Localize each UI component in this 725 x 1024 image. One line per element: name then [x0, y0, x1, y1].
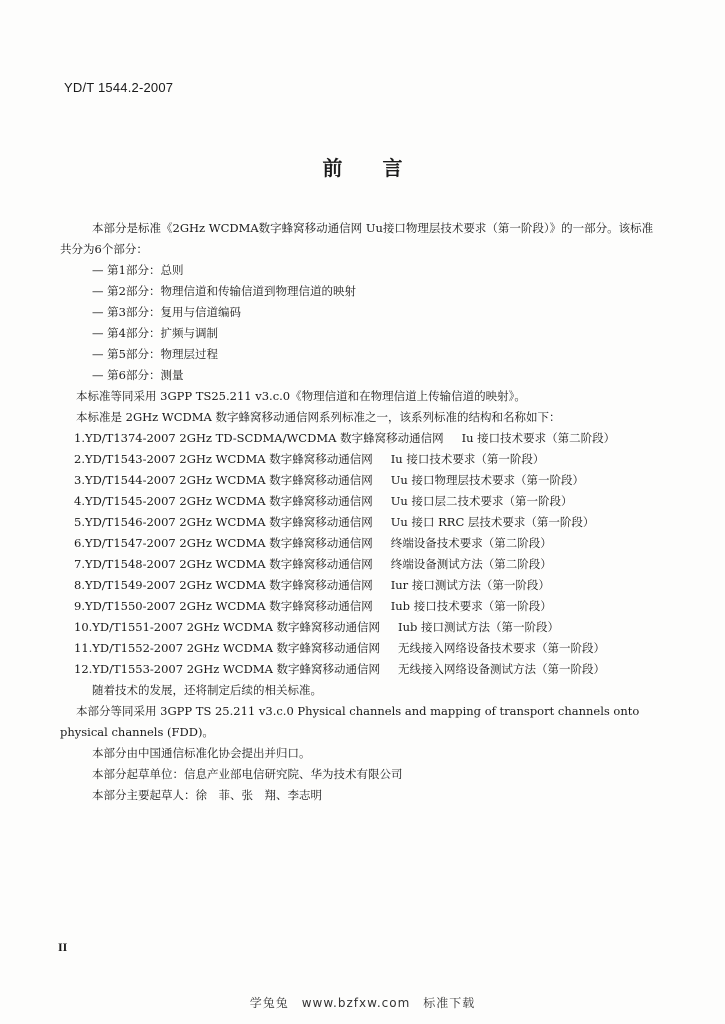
- drafters-statement: 本部分主要起草人：徐 菲、张 翔、李志明: [92, 788, 322, 802]
- parts-list: [60, 260, 660, 386]
- standard-item: [60, 554, 660, 575]
- standard-title: Uu 接口层二技术要求（第一阶段）: [390, 494, 573, 508]
- site-watermark: 学兔兔 www.bzfxw.com 标准下载: [249, 996, 476, 1010]
- standard-title: Iu 接口技术要求（第一阶段）: [390, 452, 545, 466]
- standard-code: 4.YD/T1545-2007 2GHz WCDMA 数字蜂窝移动通信网: [74, 494, 373, 508]
- standard-title: Uu 接口物理层技术要求（第一阶段）: [390, 473, 584, 487]
- standard-title: 终端设备测试方法（第二阶段）: [390, 557, 552, 571]
- drafting-unit-statement: 本部分起草单位：信息产业部电信研究院、华为技术有限公司: [92, 767, 403, 781]
- standard-code: 11.YD/T1552-2007 2GHz WCDMA 数字蜂窝移动通信网: [74, 641, 381, 655]
- standard-item: [60, 512, 660, 533]
- standard-code: 9.YD/T1550-2007 2GHz WCDMA 数字蜂窝移动通信网: [74, 599, 373, 613]
- equivalence-statement: 本标准等同采用 3GPP TS25.211 v3.c.0《物理信道和在物理信道上传输信道的映射》。: [76, 389, 526, 403]
- standard-code-header: YD/T 1544.2-2007: [64, 80, 174, 95]
- standard-code: 5.YD/T1546-2007 2GHz WCDMA 数字蜂窝移动通信网: [74, 515, 373, 529]
- follow-up-statement: 随着技术的发展，还将制定后续的相关标准。: [92, 683, 322, 697]
- standard-code: 2.YD/T1543-2007 2GHz WCDMA 数字蜂窝移动通信网: [74, 452, 373, 466]
- standard-code: 6.YD/T1547-2007 2GHz WCDMA 数字蜂窝移动通信网: [74, 536, 373, 550]
- intro-paragraph: 本部分是标准《2GHz WCDMA数字蜂窝移动通信网 Uu接口物理层技术要求（第一阶段）》的一部分。该标准共分为6个部分：: [60, 221, 654, 256]
- standard-title: Iu 接口技术要求（第二阶段）: [461, 431, 616, 445]
- part-item: — 第3部分：复用与信道编码: [92, 305, 241, 319]
- part-item: — 第4部分：扩频与调制: [92, 326, 218, 340]
- standard-item: [60, 596, 660, 617]
- foreword-body: [60, 218, 660, 806]
- standard-code: 10.YD/T1551-2007 2GHz WCDMA 数字蜂窝移动通信网: [74, 620, 381, 634]
- standard-title: 无线接入网络设备技术要求（第一阶段）: [398, 641, 606, 655]
- standard-item: [60, 428, 660, 449]
- standard-item: [60, 638, 660, 659]
- standard-item: [60, 617, 660, 638]
- part-item: — 第2部分：物理信道和传输信道到物理信道的映射: [92, 284, 356, 298]
- standard-item: [60, 575, 660, 596]
- standard-title: Iub 接口技术要求（第一阶段）: [390, 599, 552, 613]
- part-item: — 第1部分：总则: [92, 263, 184, 277]
- standard-item: [60, 533, 660, 554]
- english-equivalence-statement: 本部分等同采用 3GPP TS 25.211 v3.c.0 Physical channels and mapping of transport channels onto physical channels (FDD)。: [60, 704, 640, 739]
- standard-title: 终端设备技术要求（第二阶段）: [390, 536, 552, 550]
- standard-code: 7.YD/T1548-2007 2GHz WCDMA 数字蜂窝移动通信网: [74, 557, 373, 571]
- part-item: — 第6部分：测量: [92, 368, 184, 382]
- standard-item: [60, 659, 660, 680]
- standard-code: 12.YD/T1553-2007 2GHz WCDMA 数字蜂窝移动通信网: [74, 662, 381, 676]
- standard-code: 8.YD/T1549-2007 2GHz WCDMA 数字蜂窝移动通信网: [74, 578, 373, 592]
- standard-item: [60, 491, 660, 512]
- standards-list: [60, 428, 660, 680]
- standard-item: [60, 470, 660, 491]
- standard-item: [60, 449, 660, 470]
- standard-code: 3.YD/T1544-2007 2GHz WCDMA 数字蜂窝移动通信网: [74, 473, 373, 487]
- standard-title: 无线接入网络设备测试方法（第一阶段）: [398, 662, 606, 676]
- proposer-statement: 本部分由中国通信标准化协会提出并归口。: [92, 746, 311, 760]
- page-title: 前言: [322, 156, 443, 180]
- standard-title: Uu 接口 RRC 层技术要求（第一阶段）: [390, 515, 595, 529]
- standard-title: Iur 接口测试方法（第一阶段）: [390, 578, 550, 592]
- part-item: — 第5部分：物理层过程: [92, 347, 218, 361]
- standard-title: Iub 接口测试方法（第一阶段）: [398, 620, 560, 634]
- series-intro: 本标准是 2GHz WCDMA 数字蜂窝移动通信网系列标准之一，该系列标准的结构和名称如下：: [76, 410, 561, 424]
- page-number: II: [58, 940, 68, 954]
- standard-code: 1.YD/T1374-2007 2GHz TD-SCDMA/WCDMA 数字蜂窝移动通信网: [74, 431, 444, 445]
